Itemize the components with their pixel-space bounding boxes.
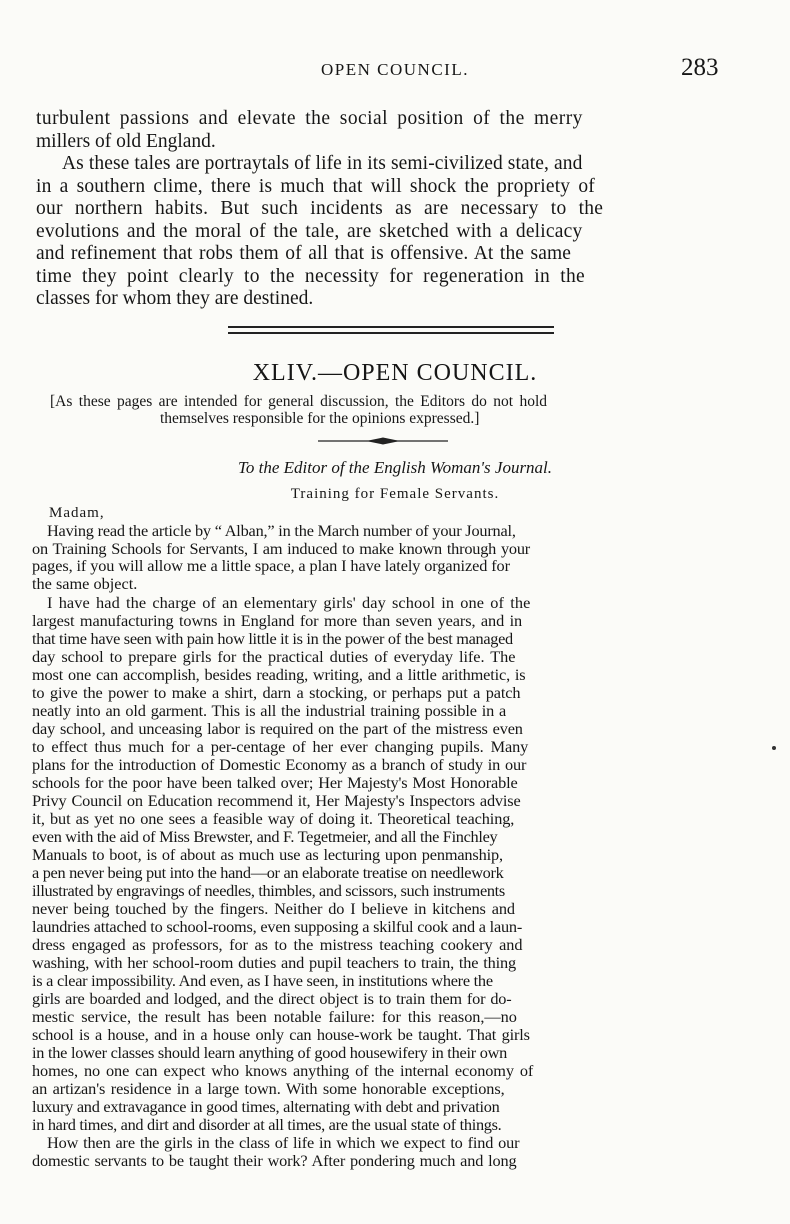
text-line: illustrated by engravings of needles, thimbles, and scissors, such instruments: [32, 881, 505, 900]
text-line: How then are the girls in the class of life in which we expect to find our: [47, 1133, 520, 1152]
text-line: that time have seen with pain how little it is in the power of the best managed: [32, 629, 513, 648]
text-line: laundries attached to school-rooms, even supposing a skilful cook and a laun-: [32, 917, 523, 936]
text-line: to give the power to make a shirt, darn a stocking, or perhaps put a patch: [32, 683, 521, 702]
text-line: neatly into an old garment. This is all the industrial training possible in a: [32, 701, 507, 720]
text-line: plans for the introduction of Domestic Economy as a branch of study in our: [32, 755, 527, 774]
page-number: 283: [681, 54, 719, 81]
text-line: day school, and unceasing labor is required on the part of the mistress even: [32, 719, 523, 738]
text-line: day school to prepare girls for the practical duties of everyday life. The: [32, 647, 516, 666]
text-line: is a clear impossibility. And even, as I have seen, in institutions where the: [32, 971, 493, 990]
letter-subject: Training for Female Servants.: [290, 486, 500, 502]
text-line: girls are boarded and lodged, and the direct object is to train them for do-: [32, 989, 512, 1008]
text-line: luxury and extravagance in good times, alternating with debt and privation: [32, 1097, 500, 1116]
double-rule-top: [228, 326, 554, 328]
text-line: pages, if you will allow me a little space, a plan I have lately organized for: [32, 556, 510, 575]
text-line: in the lower classes should learn anything of good housewifery in their own: [32, 1043, 508, 1062]
text-line: even with the aid of Miss Brewster, and F. Tegetmeier, and all the Finchley: [32, 827, 498, 846]
text-line: most one can accomplish, besides reading, writing, and a little arithmetic, is: [32, 665, 526, 684]
text-line: mestic service, the result has been notable failure: for this reason,—no: [32, 1007, 517, 1026]
section-heading: XLIV.—OPEN COUNCIL.: [252, 360, 538, 386]
text-line: turbulent passions and elevate the social position of the merry: [36, 108, 583, 129]
ornamental-dash: [318, 436, 448, 446]
editor-note-line: themselves responsible for the opinions expressed.]: [160, 410, 480, 427]
double-rule-bottom: [228, 332, 554, 334]
text-line: Manuals to boot, is of about as much use as lecturing upon penmanship,: [32, 845, 503, 864]
text-line: our northern habits. But such incidents as are necessary to the: [36, 198, 604, 219]
text-line: dress engaged as professors, for as to the mistress teaching cookery and: [32, 935, 523, 954]
text-line: on Training Schools for Servants, I am induced to make known through your: [32, 539, 530, 558]
text-line: As these tales are portraytals of life in its semi-civilized state, and: [62, 153, 583, 174]
text-line: largest manufacturing towns in England for more than seven years, and in: [32, 611, 523, 630]
text-line: in hard times, and dirt and disorder at all times, are the usual state of things.: [32, 1115, 502, 1134]
salutation: Madam,: [49, 505, 105, 521]
text-line: time they point clearly to the necessity for regeneration in the: [36, 266, 585, 287]
text-line: the same object.: [32, 574, 138, 593]
text-line: Having read the article by “ Alban,” in the March number of your Journal,: [47, 521, 516, 540]
text-line: in a southern clime, there is much that will shock the propriety of: [36, 176, 595, 197]
text-line: evolutions and the moral of the tale, are sketched with a delicacy: [36, 221, 583, 242]
running-title: OPEN COUNCIL.: [321, 60, 469, 79]
text-line: millers of old England.: [36, 131, 216, 152]
text-line: it, but as yet no one sees a feasible way of doing it. Theoretical teaching,: [32, 809, 515, 828]
margin-dot: [772, 746, 776, 750]
text-line: to effect thus much for a per-centage of her ever changing pupils. Many: [32, 737, 529, 756]
text-line: school is a house, and in a house only can house-work be taught. That girls: [32, 1025, 530, 1044]
text-line: Privy Council on Education recommend it, Her Majesty's Inspectors advise: [32, 791, 521, 810]
text-line: an artizan's residence in a large town. With some honorable exceptions,: [32, 1079, 505, 1098]
text-line: schools for the poor have been talked over; Her Majesty's Most Honorable: [32, 773, 518, 792]
text-line: I have had the charge of an elementary girls' day school in one of the: [47, 593, 531, 612]
text-line: a pen never being put into the hand—or an elaborate treatise on needlework: [32, 863, 504, 882]
text-line: and refinement that robs them of all that is offensive. At the same: [36, 243, 571, 264]
editor-note-line: [As these pages are intended for general discussion, the Editors do not hold: [50, 393, 548, 410]
text-line: washing, with her school-room duties and pupil teachers to train, the thing: [32, 953, 517, 972]
text-line: domestic servants to be taught their work? After pondering much and long: [32, 1151, 517, 1170]
text-line: homes, no one can expect who knows anything of the internal economy of: [32, 1061, 534, 1080]
letter-address: To the Editor of the English Woman's Journal.: [237, 458, 553, 477]
text-line: never being touched by the fingers. Neither do I believe in kitchens and: [32, 899, 515, 918]
text-line: classes for whom they are destined.: [36, 288, 314, 309]
